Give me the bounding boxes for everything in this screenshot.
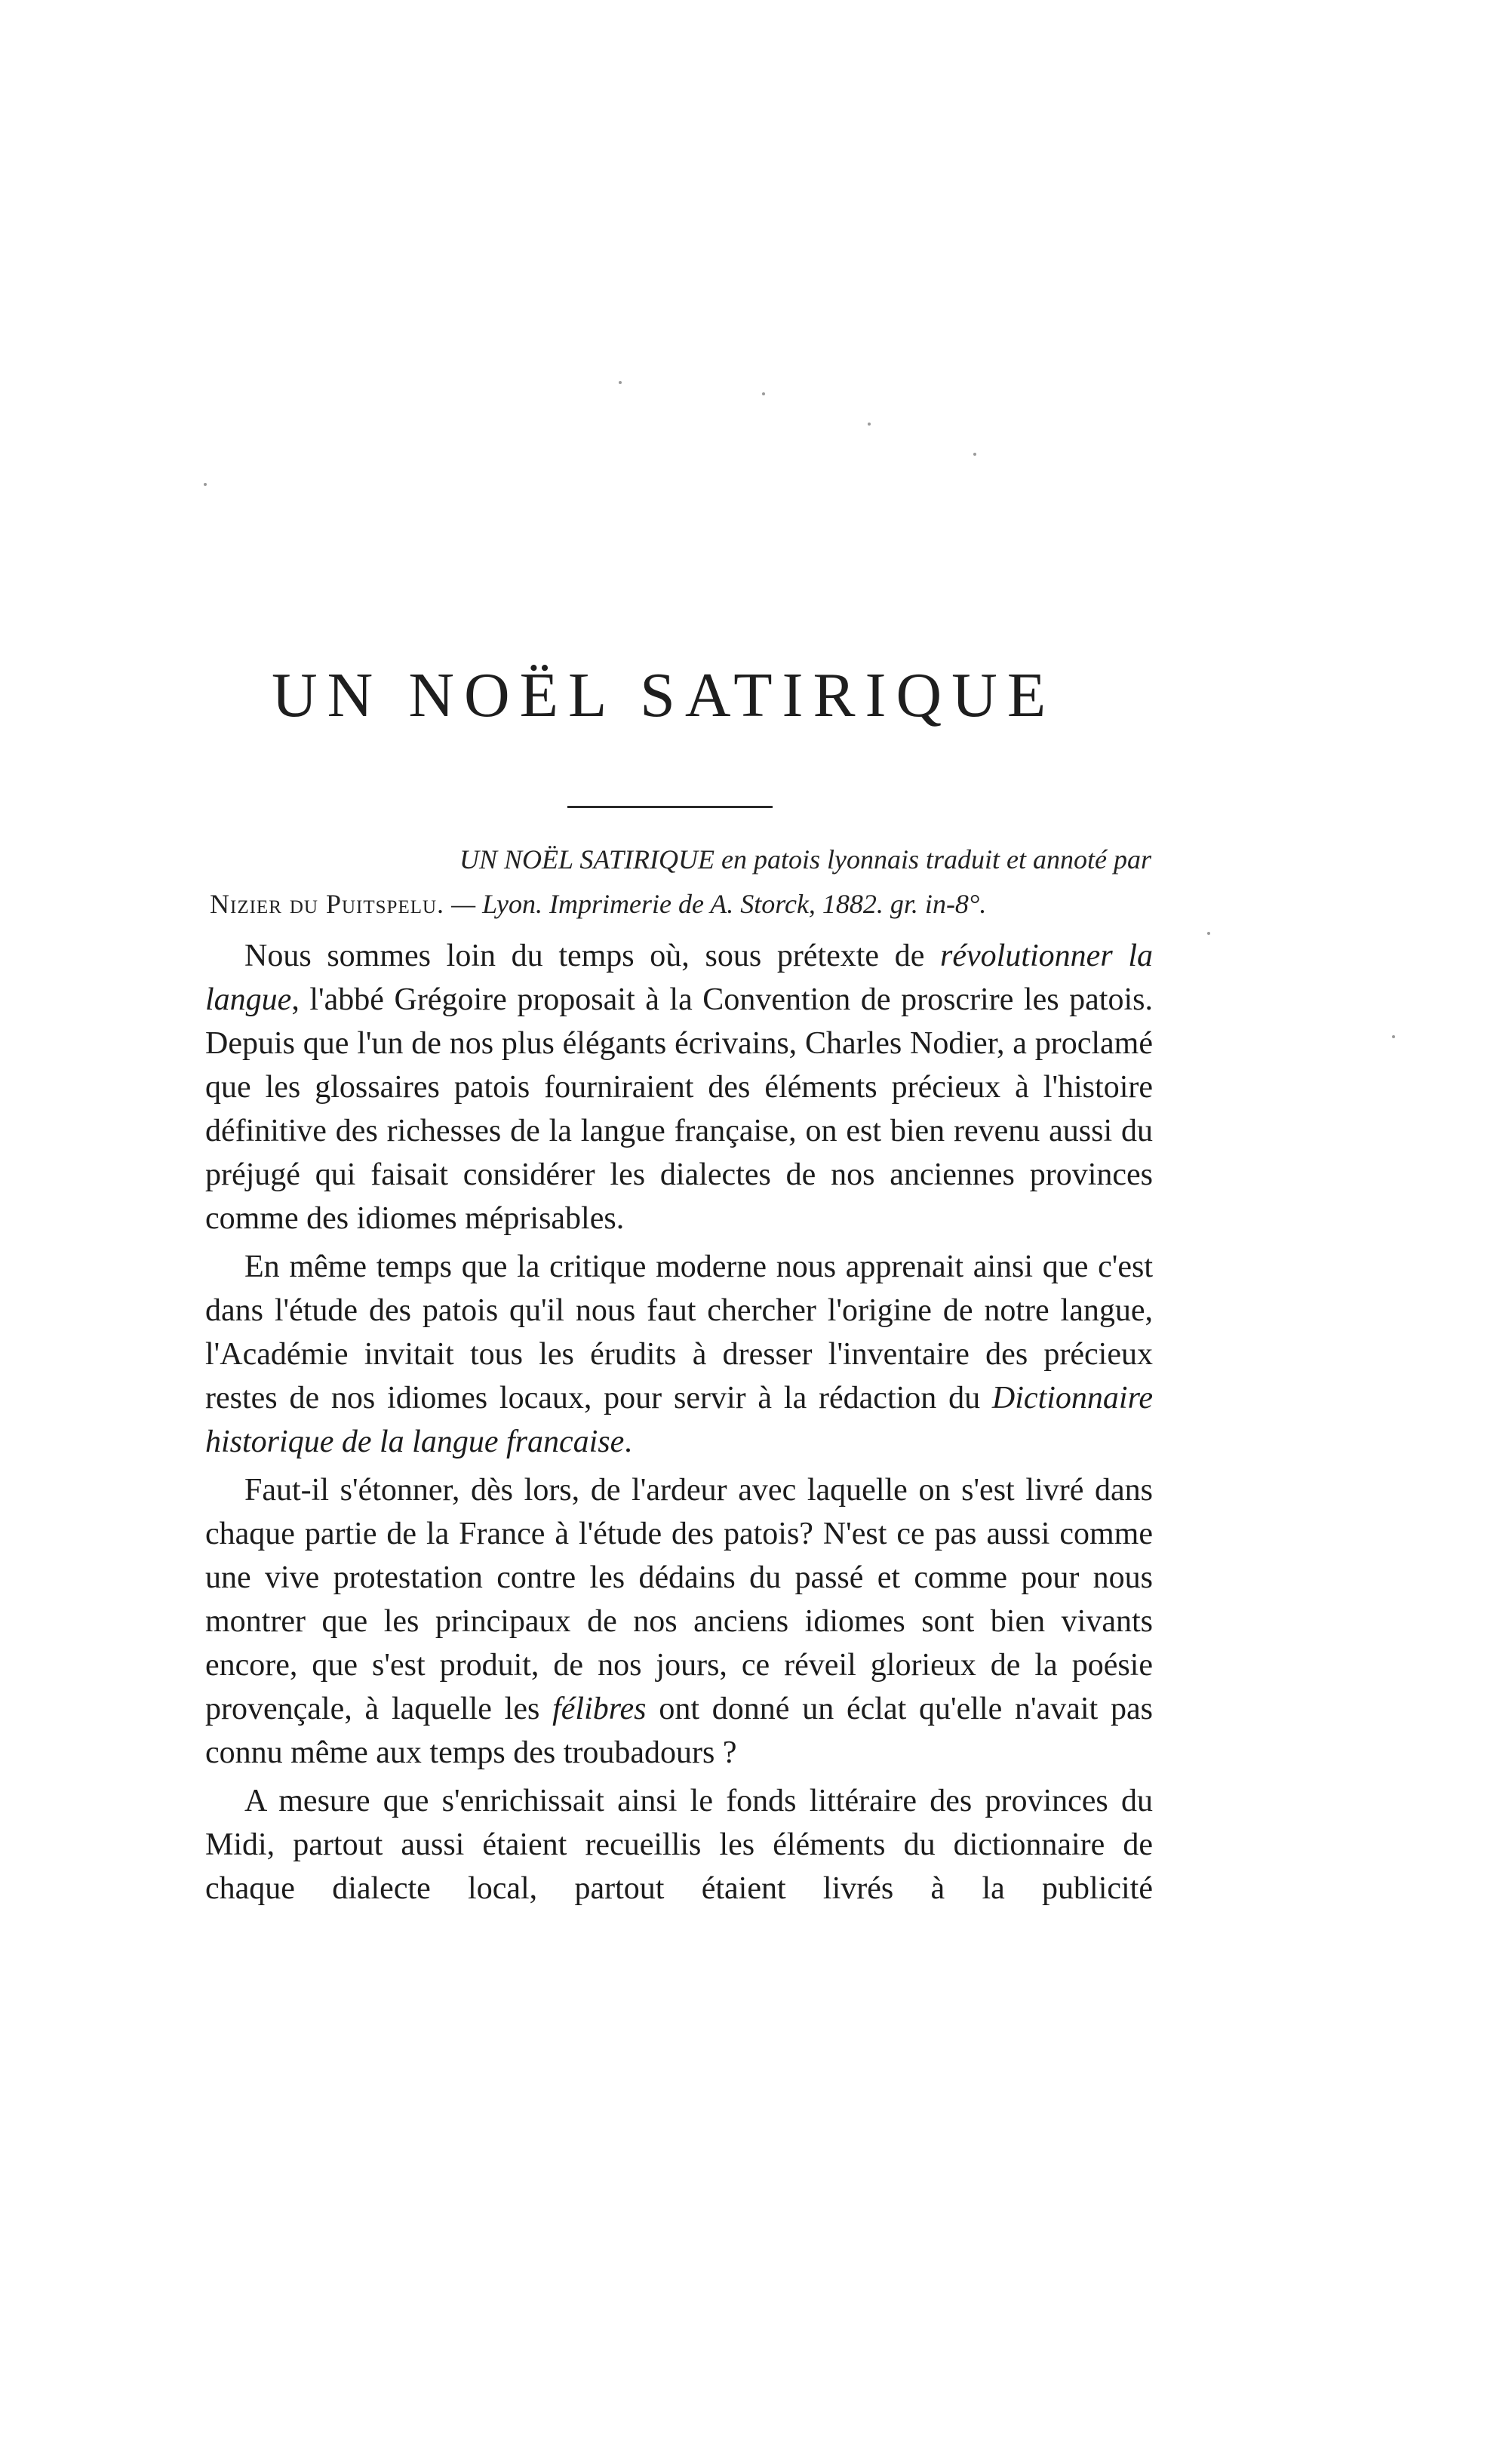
paper-speck <box>762 392 765 395</box>
paragraph-text: , l'abbé Grégoire proposait à la Convention de proscrire les patois. Depuis que l'un de nos plus élégants écrivains, Charles Nodier, a proclamé que les glossaires patois fourniraient des éléments précieux à l'histoire définitive des richesses de la langue française, on est bien revenu aussi du préjugé qui faisait considérer les dialectes de nos anciennes provinces comme des idiomes méprisables. <box>205 982 1153 1236</box>
italic-phrase: Dictionnaire historique de la langue francaise <box>205 1381 1153 1459</box>
paragraph <box>205 1245 1153 1464</box>
paragraph <box>205 1779 1153 1910</box>
citation-author: Nizier du Puitspelu. <box>210 889 445 919</box>
paper-speck <box>1392 1035 1395 1038</box>
citation-line-2 <box>210 882 1151 927</box>
page-title: UN NOËL SATIRIQUE <box>272 660 1056 730</box>
paper-speck <box>619 381 622 384</box>
paper-speck <box>973 453 976 456</box>
bibliographic-citation <box>210 838 1151 927</box>
paper-speck <box>204 483 207 486</box>
paragraph-text: En même temps que la critique moderne nous apprenait ainsi que c'est dans l'étude des patois qu'il nous faut chercher l'origine de notre langue, l'Académie invitait tous les érudits à dresser l'inventaire des précieux restes de nos idiomes locaux, pour servir à la rédaction du <box>205 1249 1153 1415</box>
paper-speck <box>1207 932 1210 935</box>
paragraph-text: ont donné un éclat qu'elle n'avait pas connu même aux temps des troubadours ? <box>205 1692 1153 1770</box>
paragraph <box>205 934 1153 1240</box>
citation-publication: — Lyon. Imprimerie de A. Storck, 1882. gr. in-8°. <box>451 889 987 919</box>
paragraph-text: Nous sommes loin du temps où, sous prétexte de <box>244 939 941 973</box>
italic-phrase: félibres <box>552 1692 647 1726</box>
title-divider <box>567 806 773 808</box>
paragraph-text: A mesure que s'enrichissait ainsi le fonds littéraire des provinces du Midi, partout aussi étaient recueillis les éléments du dictionnaire de chaque dialecte local, partout étaient livrés à la publicité <box>205 1784 1153 1906</box>
paragraph-text: Faut-il s'étonner, dès lors, de l'ardeur avec laquelle on s'est livré dans chaque partie de la France à l'étude des patois? N'est ce pas aussi comme une vive protestation contre les dédains du passé et comme pour nous montrer que les principaux de nos anciens idiomes sont bien vivants encore, que s'est produit, de nos jours, ce réveil glorieux de la poésie provençale, à laquelle les <box>205 1473 1153 1726</box>
paper-speck <box>868 423 871 426</box>
paragraph-text: . <box>624 1425 632 1459</box>
italic-phrase: révolutionner la langue <box>205 939 1153 1017</box>
citation-line-1: UN NOËL SATIRIQUE en patois lyonnais traduit et annoté par <box>459 844 1151 874</box>
paragraph <box>205 1468 1153 1775</box>
body-text <box>205 934 1153 1915</box>
